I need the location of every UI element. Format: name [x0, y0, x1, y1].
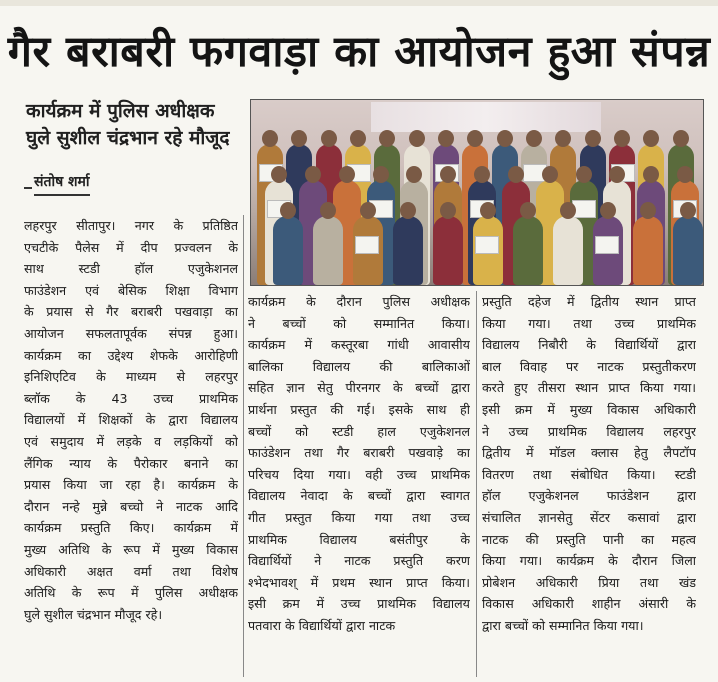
article-text-line: कार्यक्रम के दौरान पुलिस अधीक्षक — [248, 294, 470, 309]
photo-banner — [371, 102, 601, 132]
photo-person-head — [600, 202, 616, 219]
article-text-line: कार्यक्रम प्रस्तुति किए। कार्यक्रम में — [24, 520, 238, 536]
photo-person — [313, 216, 343, 285]
article-text-line: किया गया। तथा उच्च प्राथमिक — [482, 315, 696, 331]
article-text-line: पतवारा के विद्यार्थियों द्वारा नाटक — [248, 617, 396, 633]
article-text-line: प्रार्थना प्रस्तुत की गई। इसके साथ ही — [248, 401, 470, 417]
article-text-line: बालिका विद्यालय की बालिकाओं — [248, 358, 470, 374]
photo-person-head — [320, 202, 336, 219]
byline: संतोष शर्मा — [34, 172, 90, 196]
article-column-1 — [24, 215, 238, 625]
photo-person — [673, 216, 703, 285]
photo-person-head — [474, 166, 490, 183]
photo-person-head — [640, 202, 656, 219]
article-text-line: प्रस्तुति दहेज में द्वितीय स्थान प्राप्त — [482, 294, 696, 309]
article-text-line: अधिकारी अक्षत वर्मा तथा विशेष — [24, 563, 238, 579]
article-text-line: द्वितीय में मॉडल क्लास हेतु लैपटॉप — [482, 445, 696, 461]
photo-person-head — [560, 202, 576, 219]
column-divider — [476, 291, 477, 677]
article-text-line: एवं समुदाय में लड़के व लड़कियों को — [24, 433, 238, 449]
article-text-line: ने बच्चों को सम्मानित किया। — [248, 315, 470, 331]
photo-person — [273, 216, 303, 285]
photo-person-head — [526, 130, 542, 147]
photo-certificate — [475, 236, 499, 254]
article-text-line: करते हुए तीसरा स्थान प्राप्त किया गया। — [482, 380, 696, 396]
photo-certificate — [595, 236, 619, 254]
article-text-line: नाटक की प्रस्तुति पानी का महत्व — [482, 531, 696, 547]
article-headline: गैर बराबरी फगवाड़ा का आयोजन हुआ संपन्न — [7, 27, 711, 77]
photo-person-head — [280, 202, 296, 219]
article-text-line: विद्यालयों में शिक्षकों के द्वारा विद्यालय — [24, 412, 238, 428]
photo-person-head — [673, 130, 689, 147]
photo-person-head — [614, 130, 630, 147]
article-subheadline — [26, 98, 231, 152]
column-divider — [243, 215, 244, 677]
article-text-line: द्वारा बच्चों को सम्मानित किया गया। — [482, 617, 644, 633]
photo-person-head — [508, 166, 524, 183]
photo-person — [513, 216, 543, 285]
page-top-edge — [0, 0, 718, 6]
article-text-line: लहरपुर सीतापुर। नगर के प्रतिष्ठित — [24, 218, 238, 233]
photo-person — [433, 216, 463, 285]
photo-person-head — [409, 130, 425, 147]
article-text-line: प्रोबेशन अधिकारी प्रिया तथा खंड — [482, 574, 696, 590]
photo-person-head — [400, 202, 416, 219]
photo-person-head — [497, 130, 513, 147]
article-text-line: घुले सुशील चंद्रभान मौजूद रहे। — [24, 606, 163, 622]
photo-person — [553, 216, 583, 285]
article-column-3 — [482, 291, 696, 637]
article-text-line: के प्रयास से गैर बराबरी पखवाड़ा का — [24, 304, 238, 320]
article-text-line: श्भेदभावश् में प्रथम स्थान प्राप्त किया। — [248, 574, 470, 590]
article-text-line: विकास अधिकारी शाहीन अंसारी के — [482, 596, 696, 612]
article-text-line: एचटीके पैलेस में दीप प्रज्वलन के — [24, 239, 238, 255]
subhead-line: घुले सुशील चंद्रभान रहे मौजूद — [26, 127, 230, 149]
photo-person-head — [350, 130, 366, 147]
photo-person-head — [680, 202, 696, 219]
article-text-line: दौरान नन्हे मुन्ने बच्चो ने नाटक आदि — [24, 498, 238, 514]
article-text-line: लैंगिक न्याय के पैरोकार बनाने का — [24, 455, 238, 471]
photo-person-head — [321, 130, 337, 147]
article-text-line: इनिशिएटिव के माध्यम से लहरपुर — [24, 369, 238, 385]
photo-person — [393, 216, 423, 285]
article-text-line: परिचय दिया गया। वही उच्च प्राथमिक — [248, 466, 470, 482]
photo-person-head — [576, 166, 592, 183]
photo-person-head — [305, 166, 321, 183]
article-text-line: ने उच्च प्राथमिक विद्यालय लहरपुर — [482, 423, 696, 439]
photo-person-head — [438, 130, 454, 147]
photo-person-head — [262, 130, 278, 147]
article-text-line: मुख्य अतिथि के रूप में मुख्य विकास — [24, 541, 238, 557]
photo-person-head — [339, 166, 355, 183]
article-text-line: बाल विवाह पर नाटक प्रस्तुतीकरण — [482, 358, 696, 374]
article-text-line: फाउंडेशन एवं बेसिक शिक्षा विभाग — [24, 282, 238, 298]
article-text-line: विद्यालय निबौरी के विद्यार्थियों द्वारा — [482, 337, 696, 353]
photo-certificate — [355, 236, 379, 254]
article-text-line: हॉल एजुकेशनल फाउंडेशन द्वारा — [482, 488, 696, 504]
article-text-line: संचालित ज्ञानसेतु सेंटर कसावां द्वारा — [482, 509, 696, 525]
article-text-line: इसी क्रम में उच्च प्राथमिक विद्यालय — [248, 596, 470, 612]
article-text-line: विद्यार्थियों ने नाटक प्रस्तुति करण — [248, 553, 470, 569]
article-text-line: कार्यक्रम का उद्देश्य शेफके आरोहिणी — [24, 347, 238, 363]
photo-person — [633, 216, 663, 285]
article-text-line: प्राथमिक विद्यालय बसंतीपुर के — [248, 531, 470, 547]
article-text-line: वितरण तथा संबोधित किया। स्टडी — [482, 466, 696, 482]
article-text-line: ब्लॉक के 43 उच्च प्राथमिक — [24, 390, 238, 406]
photo-person-head — [520, 202, 536, 219]
byline-dash — [24, 187, 32, 189]
article-text-line: किया गया। कार्यक्रम के दौरान जिला — [482, 553, 696, 569]
photo-person-head — [373, 166, 389, 183]
subhead-line: कार्यक्रम में पुलिस अधीक्षक — [26, 100, 215, 122]
photo-person-head — [440, 202, 456, 219]
article-text-line: कार्यक्रम में कस्तूरबा गांधी आवासीय — [248, 337, 470, 353]
photo-person-head — [271, 166, 287, 183]
article-column-2 — [248, 291, 470, 637]
photo-person-head — [585, 130, 601, 147]
article-text-line: बच्चों को स्टडी हाल एजुकेशनल — [248, 423, 470, 439]
article-text-line: गीत प्रस्तुत किया गया तथा उच्च — [248, 509, 470, 525]
article-text-line: सहित ज्ञान सेतु पीरनगर के बच्चों द्वारा — [248, 380, 470, 396]
article-text-line: आयोजन सफलतापूर्वक संपन्न हुआ। — [24, 325, 238, 341]
article-text-line: इसी क्रम में मुख्य विकास अधिकारी — [482, 401, 696, 417]
article-text-line: साथ स्टडी हॉल एजुकेशनल — [24, 261, 238, 277]
photo-person-head — [360, 202, 376, 219]
event-photo — [250, 99, 704, 286]
article-text-line: अतिथि के रूप में पुलिस अधीक्षक — [24, 585, 238, 601]
article-text-line: फाउंडेशन तथा गैर बराबरी पखवाड़े का — [248, 445, 470, 461]
article-text-line: प्रयास किया जा रहा है। कार्यक्रम के — [24, 477, 238, 493]
photo-person-head — [480, 202, 496, 219]
article-text-line: विद्यालय नेवादा के बच्चों द्वारा स्वागत — [248, 488, 470, 504]
photo-person-head — [542, 166, 558, 183]
